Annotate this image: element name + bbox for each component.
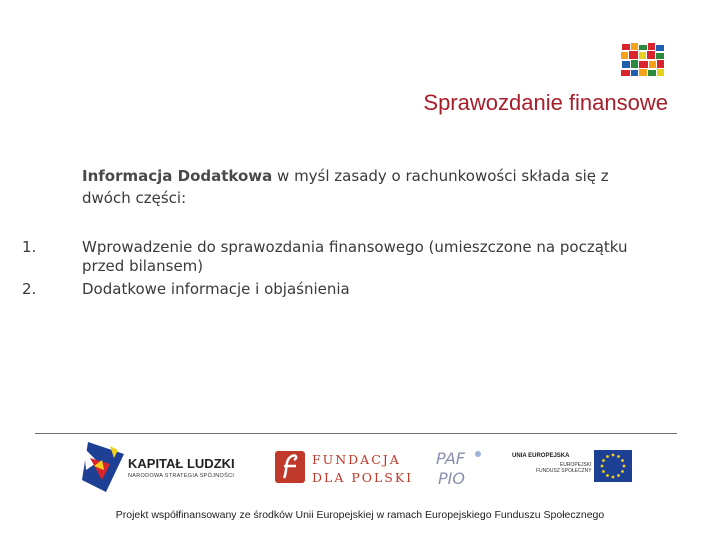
mosaic-logo-icon bbox=[620, 42, 666, 78]
unia-europejska-logo bbox=[512, 448, 634, 488]
intro-strong: Informacja Dodatkowa bbox=[82, 167, 273, 185]
list-item bbox=[22, 238, 642, 276]
footer-divider bbox=[35, 433, 677, 434]
ue-subtitle-line2: FUNDUSZ SPOŁECZNY bbox=[536, 468, 592, 474]
fundacja-text-line2: DLA POLSKI bbox=[312, 470, 414, 485]
project-cofinancing-note: Projekt współfinansowany ze środków Unii Europejskiej w ramach Europejskiego Funduszu Społecznego bbox=[115, 509, 605, 521]
ue-title: UNIA EUROPEJSKA bbox=[512, 453, 570, 459]
kapital-ludzki-subtext: NARODOWA STRATEGIA SPÓJNOŚCI bbox=[128, 473, 235, 479]
numbered-list bbox=[22, 238, 642, 303]
pafpio-logo-icon bbox=[434, 446, 484, 490]
svg-text:PIO: PIO bbox=[438, 469, 465, 488]
list-item-text: Wprowadzenie do sprawozdania finansowego (umieszczone na początku przed bilansem) bbox=[82, 238, 628, 275]
list-item bbox=[22, 280, 642, 299]
list-item-number: 2. bbox=[22, 280, 37, 298]
intro-rest: w myśl zasady o rachunkowości składa się z dwóch części: bbox=[82, 167, 609, 207]
kapital-ludzki-logo bbox=[80, 440, 265, 495]
list-item-text: Dodatkowe informacje i objaśnienia bbox=[82, 280, 350, 298]
ue-subtitle-line1: EUROPEJSKI bbox=[559, 462, 592, 468]
eu-flag-icon bbox=[594, 450, 632, 482]
intro-paragraph bbox=[82, 165, 642, 209]
kapital-ludzki-emblem-icon bbox=[80, 440, 126, 495]
fundacja-text-line1: FUNDACJA bbox=[312, 452, 401, 467]
fundacja-dla-polski-logo bbox=[274, 448, 424, 488]
fundacja-emblem-icon bbox=[274, 450, 306, 484]
slide-title: Sprawozdanie finansowe bbox=[423, 90, 668, 115]
list-item-number: 1. bbox=[22, 238, 37, 256]
kapital-ludzki-text: KAPITAŁ LUDZKI bbox=[128, 456, 235, 471]
footer-logos bbox=[80, 440, 640, 500]
ue-subtitle bbox=[536, 462, 592, 474]
svg-text:PAF: PAF bbox=[436, 449, 465, 468]
